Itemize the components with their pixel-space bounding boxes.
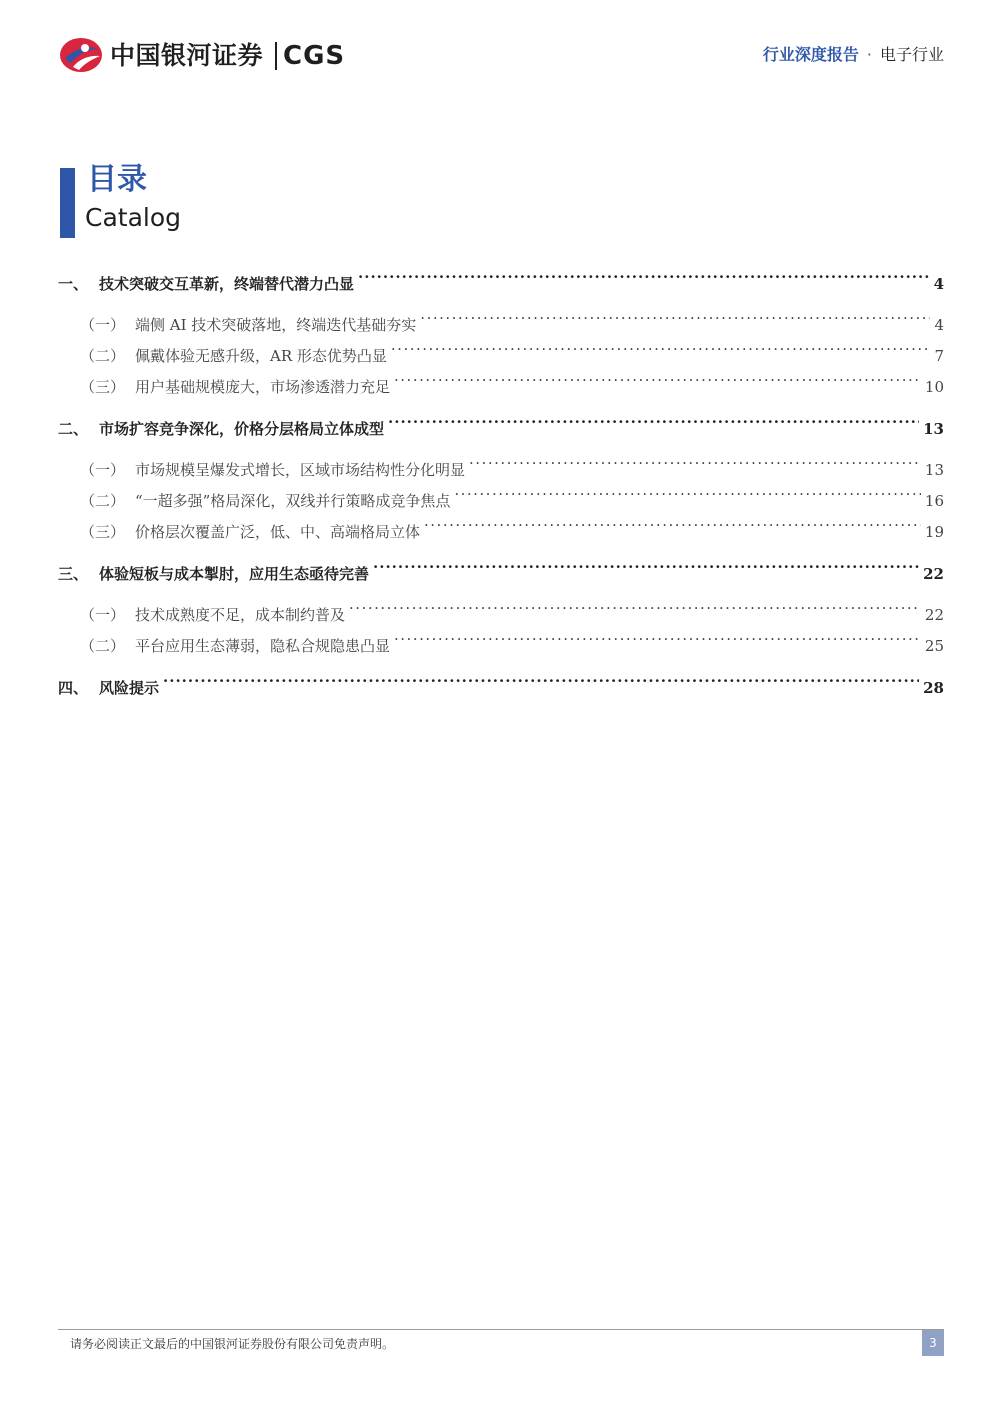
toc-page-number: 4 xyxy=(933,275,944,293)
brand-name-en: CGS xyxy=(283,41,346,71)
toc-section-number: 四、 xyxy=(58,679,89,697)
toc-subsection-title: 平台应用生态薄弱，隐私合规隐患凸显 xyxy=(135,637,391,655)
toc-page-number: 16 xyxy=(924,492,944,510)
toc-subsection-title: 价格层次覆盖广泛，低、中、高端格局立体 xyxy=(135,523,421,541)
catalog-title: 目录 xyxy=(87,162,147,197)
catalog-subtitle: Catalog xyxy=(85,203,182,232)
industry-label: 电子行业 xyxy=(879,45,944,64)
toc-subsection-2-1[interactable] xyxy=(58,444,944,479)
toc-subsection-number: （三） xyxy=(80,523,126,541)
toc-page-number: 19 xyxy=(924,523,944,541)
toc-subsection-number: （三） xyxy=(80,378,126,396)
toc-section-2[interactable] xyxy=(58,403,944,438)
toc-section-number: 二、 xyxy=(58,420,89,438)
footer-divider xyxy=(58,1329,944,1330)
toc-page-number: 4 xyxy=(934,316,944,334)
footer-disclaimer: 请务必阅读正文最后的中国银河证券股份有限公司免责声明。 xyxy=(70,1337,395,1351)
toc-dot-leader xyxy=(454,475,921,506)
toc-dot-leader xyxy=(394,361,921,392)
toc-section-1[interactable] xyxy=(58,258,944,293)
table-of-contents xyxy=(58,258,944,703)
toc-subsection-title: 技术成熟度不足，成本制约普及 xyxy=(135,606,346,624)
toc-subsection-title: “一超多强”格局深化，双线并行策略成竞争焦点 xyxy=(135,492,451,510)
toc-dot-leader xyxy=(358,258,930,289)
brand-name-cn: 中国银河证券 xyxy=(110,41,264,70)
header-separator: · xyxy=(866,45,872,64)
toc-subsection-title: 端侧 AI 技术突破落地，终端迭代基础夯实 xyxy=(135,316,417,334)
toc-page-number: 13 xyxy=(923,420,944,438)
toc-dot-leader xyxy=(420,299,930,330)
toc-subsection-number: （一） xyxy=(80,606,126,624)
toc-section-title: 市场扩容竞争深化，价格分层格局立体成型 xyxy=(99,420,385,438)
toc-dot-leader xyxy=(394,620,921,651)
page-number: 3 xyxy=(922,1330,944,1356)
toc-dot-leader xyxy=(349,589,921,620)
toc-section-number: 三、 xyxy=(58,565,89,583)
toc-page-number: 25 xyxy=(924,637,944,655)
report-category xyxy=(763,42,944,68)
toc-page-number: 7 xyxy=(934,347,944,365)
toc-dot-leader xyxy=(469,444,921,475)
toc-subsection-title: 用户基础规模庞大，市场渗透潜力充足 xyxy=(135,378,391,396)
toc-subsection-number: （二） xyxy=(80,637,126,655)
toc-page-number: 22 xyxy=(923,565,944,583)
toc-dot-leader xyxy=(163,662,919,693)
toc-section-title: 体验短板与成本掣肘，应用生态亟待完善 xyxy=(99,565,370,583)
toc-dot-leader xyxy=(424,506,921,537)
toc-section-3[interactable] xyxy=(58,548,944,583)
cgs-logo-icon xyxy=(59,37,103,73)
toc-subsection-number: （一） xyxy=(80,461,126,479)
toc-subsection-title: 佩戴体验无感升级，AR 形态优势凸显 xyxy=(135,347,387,365)
toc-subsection-number: （二） xyxy=(80,492,126,510)
toc-dot-leader xyxy=(388,403,919,434)
toc-page-number: 28 xyxy=(923,679,944,697)
toc-section-4[interactable] xyxy=(58,662,944,697)
toc-subsection-number: （二） xyxy=(80,347,126,365)
toc-dot-leader xyxy=(391,330,930,361)
catalog-accent-bar xyxy=(60,168,75,238)
toc-page-number: 10 xyxy=(924,378,944,396)
brand-divider xyxy=(275,42,277,70)
toc-subsection-number: （一） xyxy=(80,316,126,334)
toc-subsection-1-1[interactable] xyxy=(58,299,944,334)
report-type: 行业深度报告 xyxy=(762,45,859,64)
toc-page-number: 13 xyxy=(924,461,944,479)
toc-section-number: 一、 xyxy=(58,275,89,293)
toc-subsection-3-1[interactable] xyxy=(58,589,944,624)
toc-page-number: 22 xyxy=(924,606,944,624)
toc-subsection-title: 市场规模呈爆发式增长，区域市场结构性分化明显 xyxy=(135,461,466,479)
toc-section-title: 风险提示 xyxy=(99,679,160,697)
toc-dot-leader xyxy=(373,548,919,579)
toc-section-title: 技术突破交互革新，终端替代潜力凸显 xyxy=(99,275,355,293)
